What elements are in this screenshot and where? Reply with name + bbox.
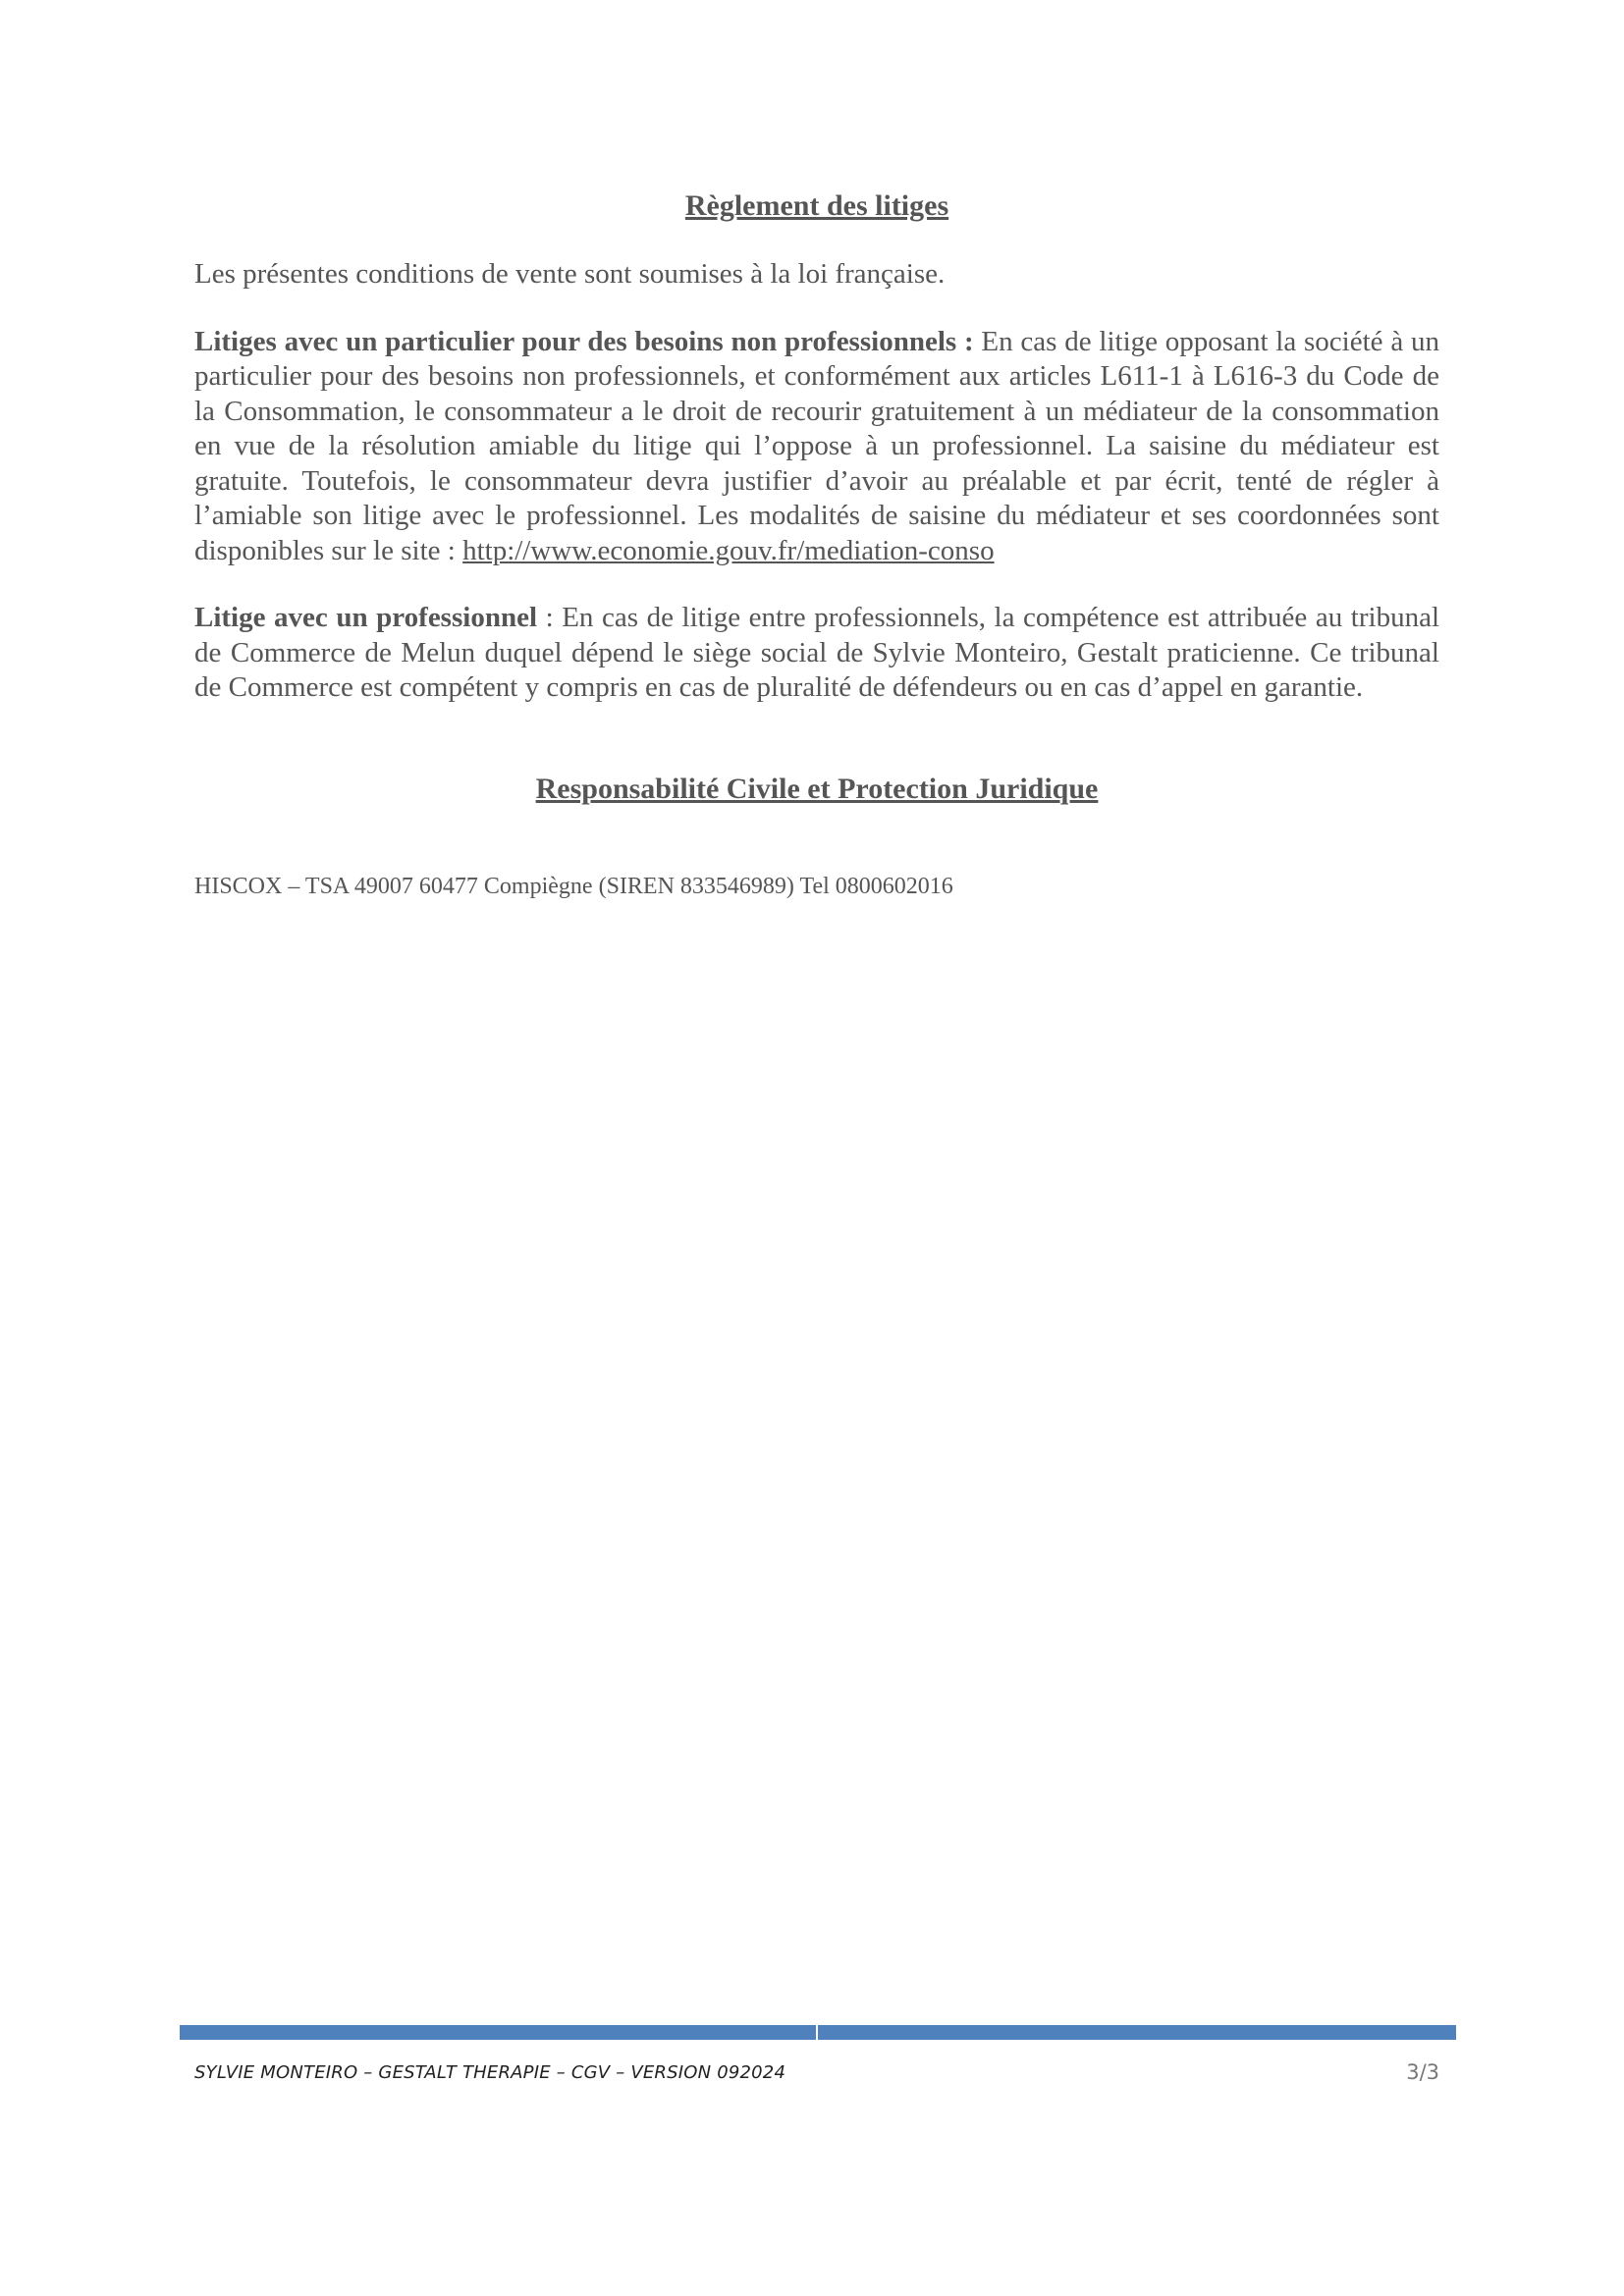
- intro-paragraph: Les présentes conditions de vente sont soumises à la loi française.: [194, 258, 946, 290]
- insurer-line: HISCOX – TSA 49007 60477 Compiègne (SIREN 833546989) Tel 0800602016: [194, 873, 953, 899]
- consumer-dispute-text: En cas de litige opposant la société à un particulier pour des besoins non professionnels, et conformément aux articles L611-1 à L616-3 du Code de la Consommation, le consommateur a le droit de recourir gratuitement à un médiateur de la consommation en vue de la résolution amiable du litige qui l’oppose à un professionnel. La saisine du médiateur est gratuite. Toutefois, le consommateur devra justifier d’avoir au préalable et par écrit, tenté de régler à l’amiable son litige avec le professionnel. Les modalités de saisine du médiateur et ses coordonnées sont disponibles sur le site :: [194, 325, 1439, 566]
- footer-bar-divider: [816, 2025, 818, 2040]
- professional-dispute-paragraph: [194, 601, 1439, 706]
- consumer-dispute-heading: Litiges avec un particulier pour des besoins non professionnels :: [194, 325, 974, 357]
- professional-dispute-text: : En cas de litige entre professionnels, la compétence est attribuée au tribunal de Commerce de Melun duquel dépend le siège social de Sylvie Monteiro, Gestalt praticienne. Ce tribunal de Commerce est compétent y compris en cas de pluralité de défendeurs ou en cas d’appel en garantie.: [194, 602, 1440, 703]
- professional-dispute-heading: Litige avec un professionnel: [194, 602, 538, 633]
- footer-bar: [180, 2025, 1456, 2040]
- mediation-link[interactable]: http://www.economie.gouv.fr/mediation-conso: [462, 534, 995, 566]
- page-content: [194, 187, 1439, 901]
- section-title-responsabilite: Responsabilité Civile et Protection Juridique: [535, 772, 1099, 805]
- section-title-litiges: Règlement des litiges: [684, 189, 949, 222]
- footer-page-number: 3/3: [1406, 2060, 1439, 2084]
- consumer-dispute-paragraph: [194, 325, 1439, 569]
- footer-document-label: SYLVIE MONTEIRO – GESTALT THERAPIE – CGV – VERSION 092024: [194, 2062, 786, 2083]
